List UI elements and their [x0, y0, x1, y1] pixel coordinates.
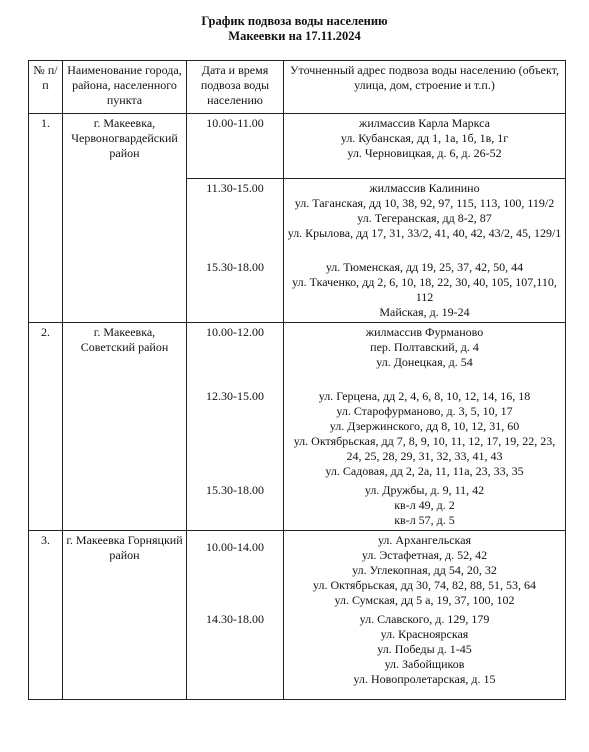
time-slot: 11.30-15.00	[187, 179, 284, 259]
address-line: ул. Эстафетная, д. 52, 42	[361, 548, 488, 562]
address-line: кв-л 49, д. 2	[394, 498, 455, 512]
address-line: ул. Старофурманово, д. 3, 5, 10, 17	[336, 404, 513, 418]
address-line: ул. Ткаченко, дд 2, 6, 10, 18, 22, 30, 40, 105, 107,110, 112	[292, 275, 557, 304]
address-line: ул. Забойщиков	[384, 657, 465, 671]
address-cell	[284, 531, 566, 611]
row-place: г. Макеевка, Червоногвардейский район	[63, 114, 187, 323]
address-line: ул. Черновицкая, д. 6, д. 26-52	[347, 146, 502, 160]
address-cell	[284, 610, 566, 700]
header-row	[29, 61, 566, 114]
table-row	[29, 114, 566, 179]
address-line: ул. Дружбы, д. 9, 11, 42	[364, 483, 485, 497]
header-place: Наименование города, района, населенного пункта	[63, 61, 187, 114]
address-line: ул. Герцена, дд 2, 4, 6, 8, 10, 12, 14, 16, 18	[318, 389, 531, 403]
title-line-2: Макеевки на 17.11.2024	[228, 29, 361, 43]
address-line: ул. Тюменская, дд 19, 25, 37, 42, 50, 44	[325, 260, 524, 274]
address-cell	[284, 114, 566, 179]
title-line-1: График подвоза воды населению	[201, 14, 388, 28]
address-line: ул. Славского, д. 129, 179	[359, 612, 490, 626]
address-cell	[284, 323, 566, 388]
row-number: 1.	[29, 114, 63, 323]
address-line: кв-л 57, д. 5	[394, 513, 455, 527]
address-line: ул. Красноярская	[380, 627, 469, 641]
address-line: ул. Октябрьская, дд 30, 74, 82, 88, 51, 53, 64	[312, 578, 536, 592]
address-line: пер. Полтавский, д. 4	[370, 340, 479, 354]
time-slot: 15.30-18.00	[187, 481, 284, 531]
address-line: ул. Дзержинского, дд 8, 10, 12, 31, 60	[329, 419, 520, 433]
row-place: г. Макеевка Горняцкий район	[63, 531, 187, 700]
address-line: ул. Новопролетарская, д. 15	[353, 672, 496, 686]
address-line: ул. Победы д. 1-45	[377, 642, 472, 656]
address-line: ул. Архангельская	[377, 533, 472, 547]
address-line: жилмассив Калинино	[369, 181, 480, 195]
address-line: ул. Сумская, дд 5 а, 19, 37, 100, 102	[334, 593, 515, 607]
address-line: ул. Кубанская, дд 1, 1а, 1б, 1в, 1г	[340, 131, 509, 145]
address-cell	[284, 387, 566, 481]
header-time: Дата и время подвоза воды населению	[187, 61, 284, 114]
table-row	[29, 323, 566, 388]
address-cell	[284, 179, 566, 259]
address-line: Майская, д. 19-24	[379, 305, 470, 319]
address-line: ул. Таганская, дд 10, 38, 92, 97, 115, 113, 100, 119/2	[294, 196, 555, 210]
address-line: ул. Тегеранская, дд 8-2, 87	[357, 211, 492, 225]
address-cell	[284, 258, 566, 323]
header-address: Уточненный адрес подвоза воды населению (объект, улица, дом, строение и т.п.)	[284, 61, 566, 114]
time-slot: 10.00-11.00	[187, 114, 284, 179]
row-number: 2.	[29, 323, 63, 531]
address-line: жилмассив Карла Маркса	[359, 116, 490, 130]
address-line: ул. Крылова, дд 17, 31, 33/2, 41, 40, 42, 43/2, 45, 129/1	[287, 226, 562, 240]
address-line: ул. Донецкая, д. 54	[376, 355, 473, 369]
time-slot: 15.30-18.00	[187, 258, 284, 323]
time-slot: 10.00-12.00	[187, 323, 284, 388]
address-line: ул. Октябрьская, дд 7, 8, 9, 10, 11, 12, 17, 19, 22, 23, 24, 25, 28, 29, 31, 32, 33, 41, 43	[293, 434, 556, 463]
schedule-table	[28, 60, 566, 700]
row-place: г. Макеевка, Советский район	[63, 323, 187, 531]
address-line: жилмассив Фурманово	[365, 325, 484, 339]
time-slot: 10.00-14.00	[187, 531, 284, 611]
page-title	[0, 14, 589, 44]
row-number: 3.	[29, 531, 63, 700]
address-cell	[284, 481, 566, 531]
time-slot: 12.30-15.00	[187, 387, 284, 481]
header-num: № п/п	[29, 61, 63, 114]
address-line: ул. Садовая, дд 2, 2а, 11, 11а, 23, 33, 35	[325, 464, 524, 478]
table-row	[29, 531, 566, 611]
time-slot: 14.30-18.00	[187, 610, 284, 700]
address-line: ул. Углекопная, дд 54, 20, 32	[352, 563, 497, 577]
